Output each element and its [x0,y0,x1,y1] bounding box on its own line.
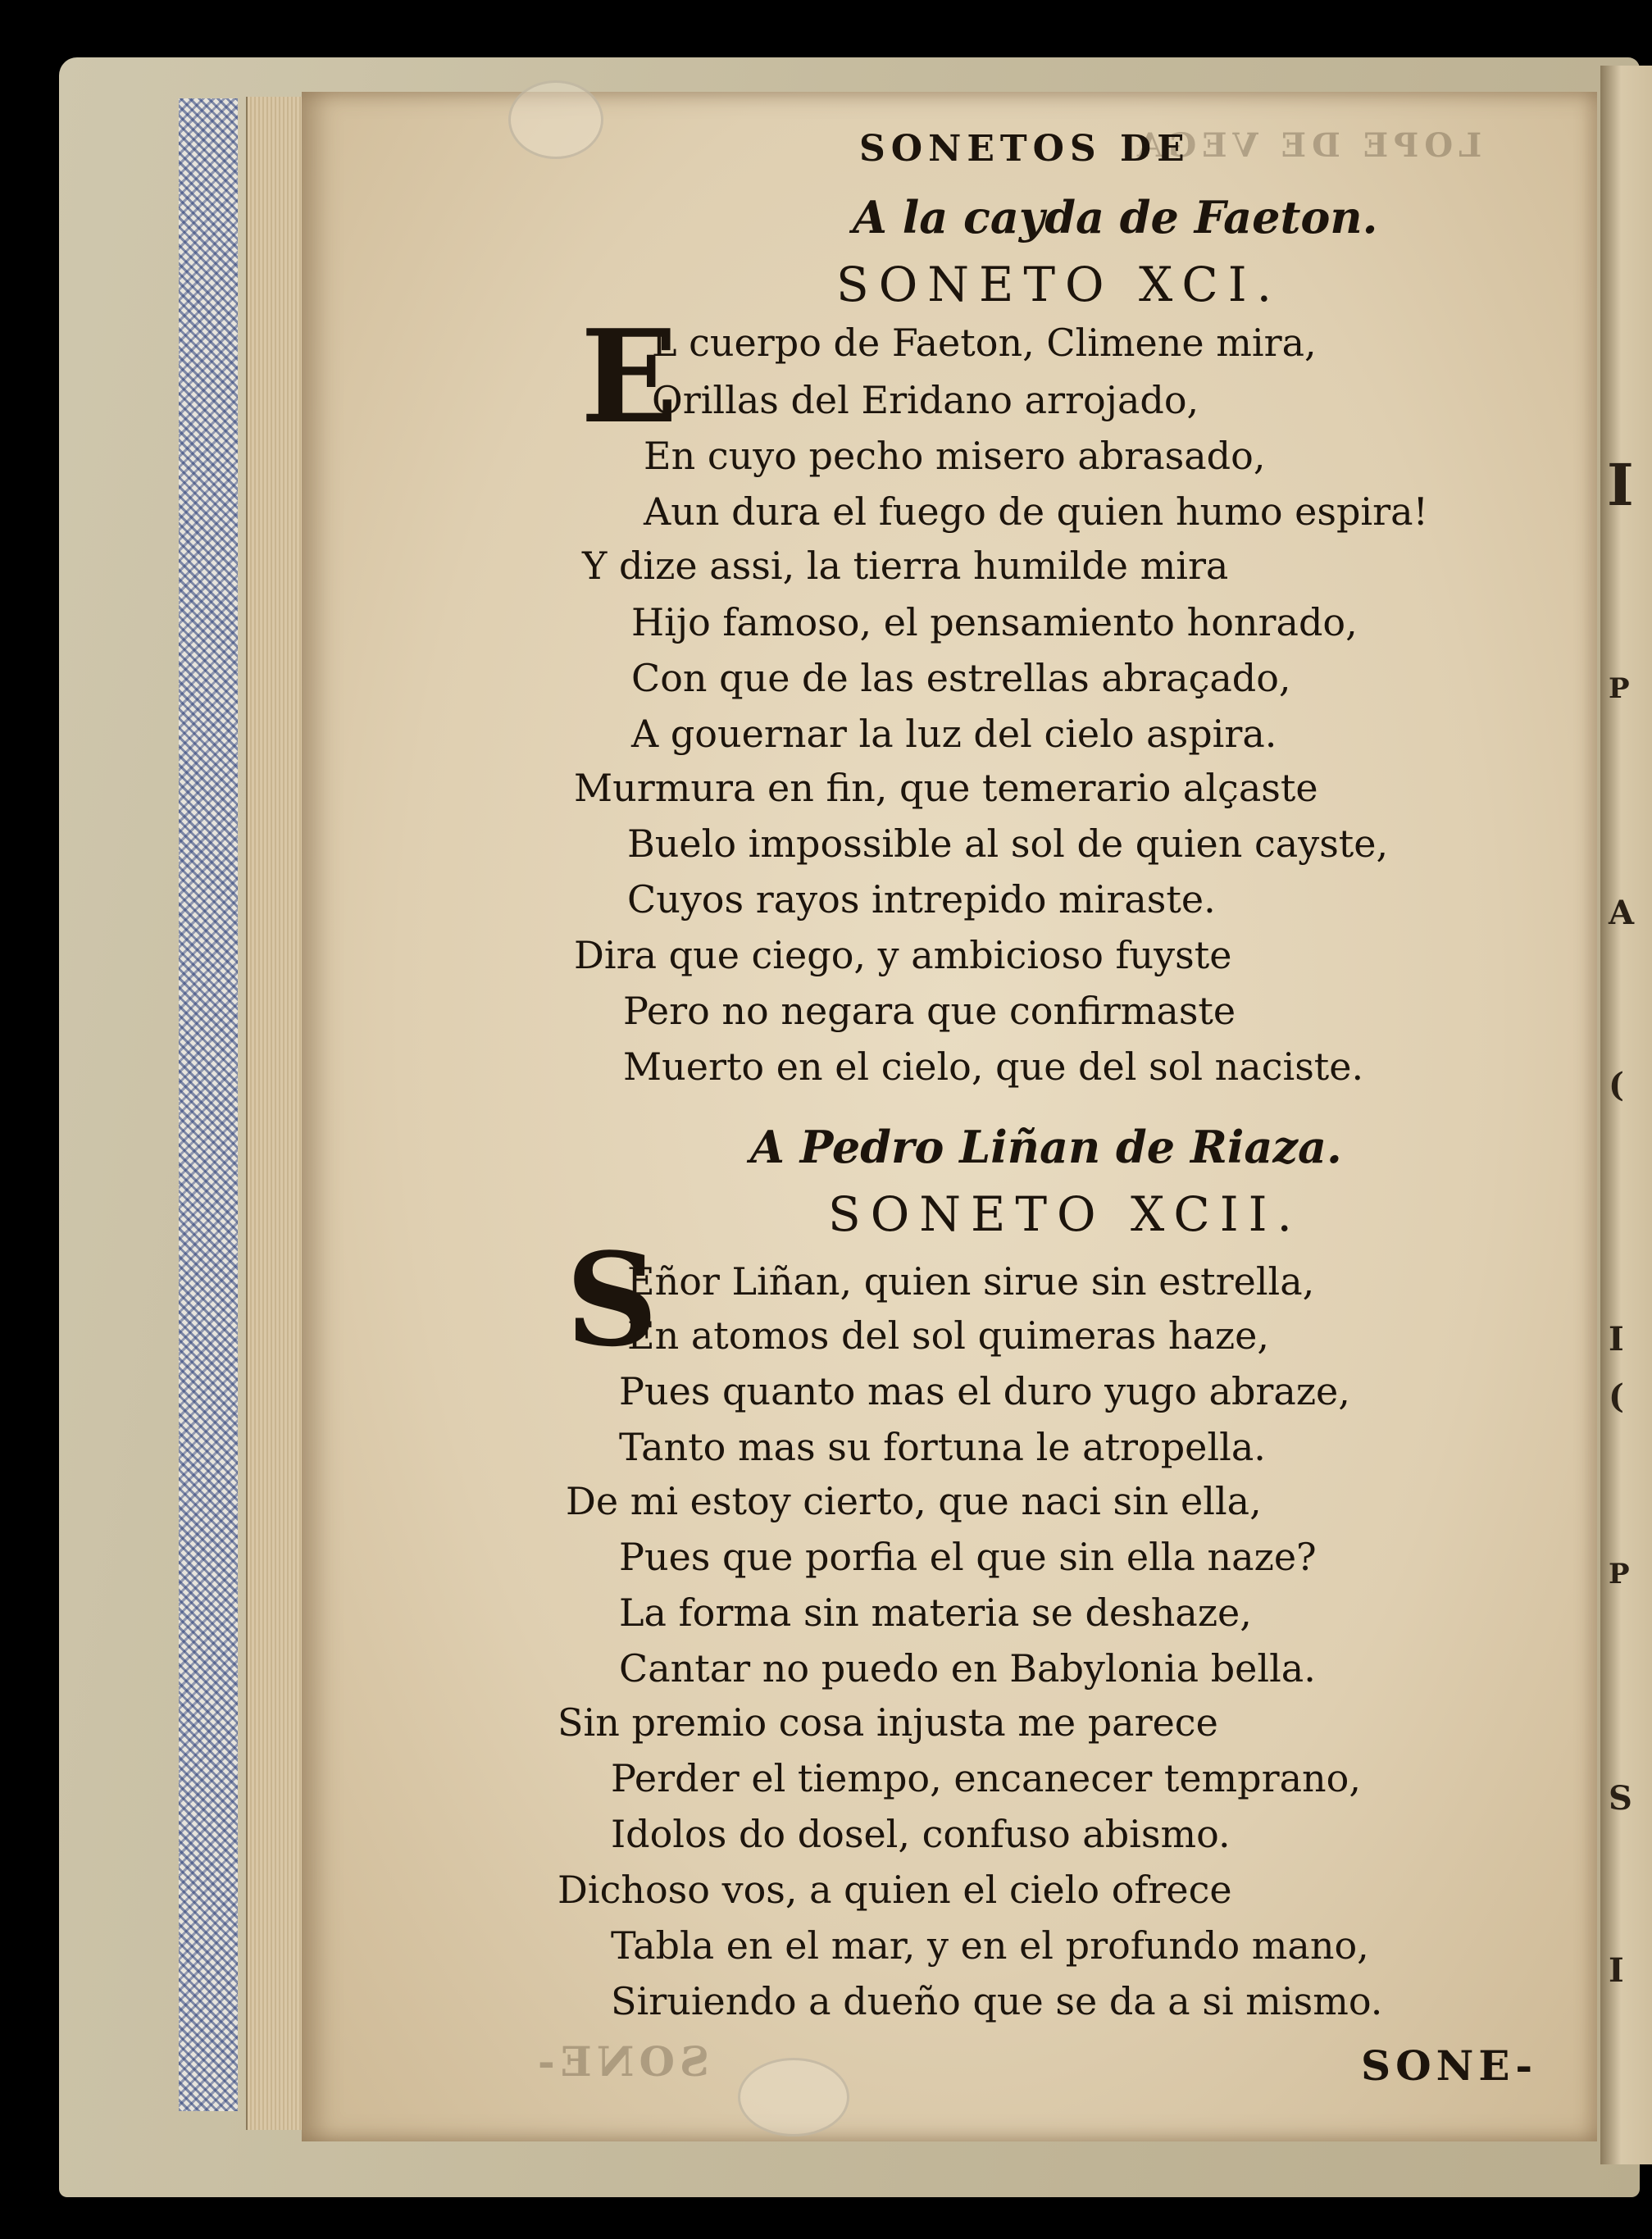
page-block-edges [246,97,307,2130]
poem2-dedication: A Pedro Liñan de Riaza. [750,1121,1342,1173]
verse-line: Orillas del Eridano arrojado, [652,378,1199,422]
verse-line: Y dize assi, la tierra humilde mira [582,544,1229,588]
verse-line: Idolos do dosel, confuso abismo. [611,1812,1231,1856]
verse-line: Muerto en el cielo, que del sol naciste. [623,1044,1364,1089]
catchword: SONE- [1361,2041,1538,2090]
verse-line: Dira que ciego, y ambicioso fuyste [574,933,1232,977]
poem1-dedication: A la cayda de Faeton. [853,191,1378,243]
running-head-show-through: LOPE DE VEGA [1131,126,1482,165]
verse-line: A gouernar la luz del cielo aspira. [631,712,1277,756]
verse-line: L cuerpo de Faeton, Climene mira, [652,321,1317,365]
bottom-clip [738,2058,849,2137]
verse-line: En atomos del sol quimeras haze, [627,1313,1270,1358]
verse-line: Pues quanto mas el duro yugo abraze, [619,1369,1350,1413]
marbled-endpaper [179,98,238,2111]
verse-line: Siruiendo a dueño que se da a si mismo. [611,1979,1383,2023]
verse-line: Sin premio cosa injusta me parece [557,1700,1218,1745]
verse-line: Perder el tiempo, encanecer temprano, [611,1756,1361,1800]
verse-line: Pues que porfia el que sin ella naze? [619,1535,1317,1579]
verse-line: Dichoso vos, a quien el cielo ofrece [557,1868,1232,1912]
verse-line: Con que de las estrellas abraçado, [631,656,1291,700]
verse-line: Pero no negara que confirmaste [623,989,1236,1033]
verse-line: Tabla en el mar, y en el profundo mano, [611,1923,1369,1968]
verse-line: Eñor Liñan, quien sirue sin estrella, [627,1259,1315,1304]
poem2-title: SONETO XCII. [828,1186,1302,1242]
catchword-show-through: SONE- [533,2037,710,2086]
poem1-title: SONETO XCI. [836,257,1282,312]
verse-line: De mi estoy cierto, que naci sin ella, [566,1479,1262,1523]
poem2-dropcap: S [566,1225,658,1375]
verse-line: Buelo impossible al sol de quien cayste, [627,821,1389,866]
top-clip [508,80,603,159]
verse-line: Hijo famoso, el pensamiento honrado, [631,600,1358,644]
running-head: SONETOS DE [859,128,1190,170]
verse-line: Murmura en fin, que temerario alçaste [574,766,1318,810]
verse-line: Cuyos rayos intrepido miraste. [627,877,1216,922]
verse-line: Aun dura el fuego de quien humo espira! [644,489,1429,534]
verse-line: En cuyo pecho misero abrasado, [644,434,1266,478]
verse-line: Tanto mas su fortuna le atropella. [619,1425,1266,1469]
facing-page-edge: I P A ( I ( P S I [1600,66,1652,2164]
poem1-dropcap: E [580,302,678,452]
verse-line: Cantar no puedo en Babylonia bella. [619,1646,1316,1691]
verse-line: La forma sin materia se deshaze, [619,1591,1252,1635]
